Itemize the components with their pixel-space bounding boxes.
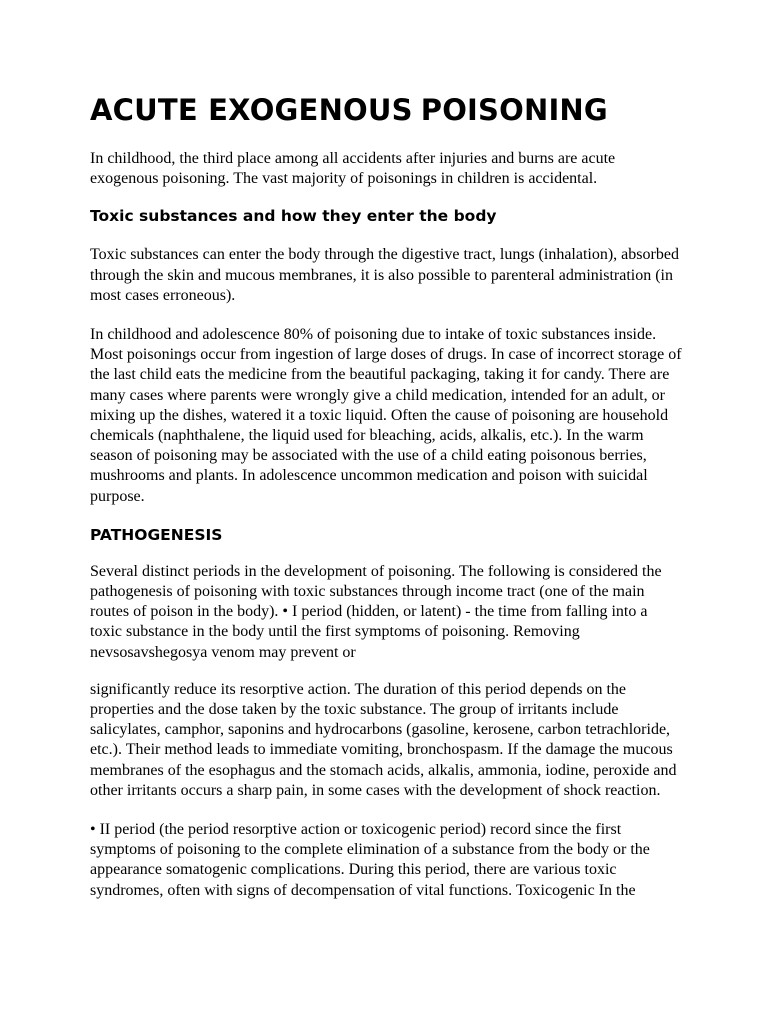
paragraph-periods: Several distinct periods in the development of poisoning. The following is considered the pathogenesis of poisoning with toxic substances through income tract (one of the main routes of poison in the body). • I period (hidden, or latent) - the time from falling into a toxic substance in the body until the first symptoms of poisoning. Removing nevsosavshegosya venom may prevent or bbox=[90, 562, 662, 661]
paragraph-resorptive-action: significantly reduce its resorptive action. The duration of this period depends on the properties and the dose taken by the toxic substance. The group of irritants include salicylates, camphor, saponins and hydrocarbons (gasoline, kerosene, carbon tetrachloride, etc.). Their method leads to immediate vomiting, bronchospasm. If the damage the mucous membranes of the esophagus and the stomach acids, alkalis, ammonia, iodine, peroxide and other irritants occurs a sharp pain, in some cases with the development of shock reaction. bbox=[90, 680, 677, 799]
paragraph-childhood-poisoning: In childhood and adolescence 80% of poisoning due to intake of toxic substances inside. Most poisonings occur from ingestion of large doses of drugs. In case of incorrect storage of the last child eats the medicine from the beautiful packaging, taking it for candy. There are many cases where parents were wrongly give a child medication, intended for an adult, or mixing up the dishes, watered it a toxic liquid. Often the cause of poisoning are household chemicals (naphthalene, the liquid used for bleaching, acids, alkalis, etc.). In the warm season of poisoning may be associated with the use of a child eating poisonous berries, mushrooms and plants. In adolescence uncommon medication and poison with suicidal purpose. bbox=[90, 326, 682, 505]
title-part-2: POISONING bbox=[420, 93, 608, 127]
paragraph-entry-routes: Toxic substances can enter the body through the digestive tract, lungs (inhalation), absorbed through the skin and mucous membranes, it is also possible to parenteral administration (in most cases erroneous). bbox=[90, 246, 679, 304]
paragraph-period-two: • II period (the period resorptive action or toxicogenic period) record since the first symptoms of poisoning to the complete elimination of a substance from the body or the appearance somatogenic complications. During this period, there are various toxic syndromes, often with signs of decompensation of vital functions. Toxicogenic In the bbox=[90, 821, 650, 899]
document-page bbox=[90, 92, 682, 901]
document-title bbox=[90, 92, 682, 128]
intro-paragraph: In childhood, the third place among all accidents after injuries and burns are acute exogenous poisoning. The vast majority of poisonings in children is accidental. bbox=[90, 150, 616, 188]
title-part-1: ACUTE EXOGENOUS bbox=[90, 93, 413, 127]
section-heading-pathogenesis: PATHOGENESIS bbox=[90, 525, 223, 544]
section-heading-toxic-substances: Toxic substances and how they enter the body bbox=[90, 207, 497, 226]
